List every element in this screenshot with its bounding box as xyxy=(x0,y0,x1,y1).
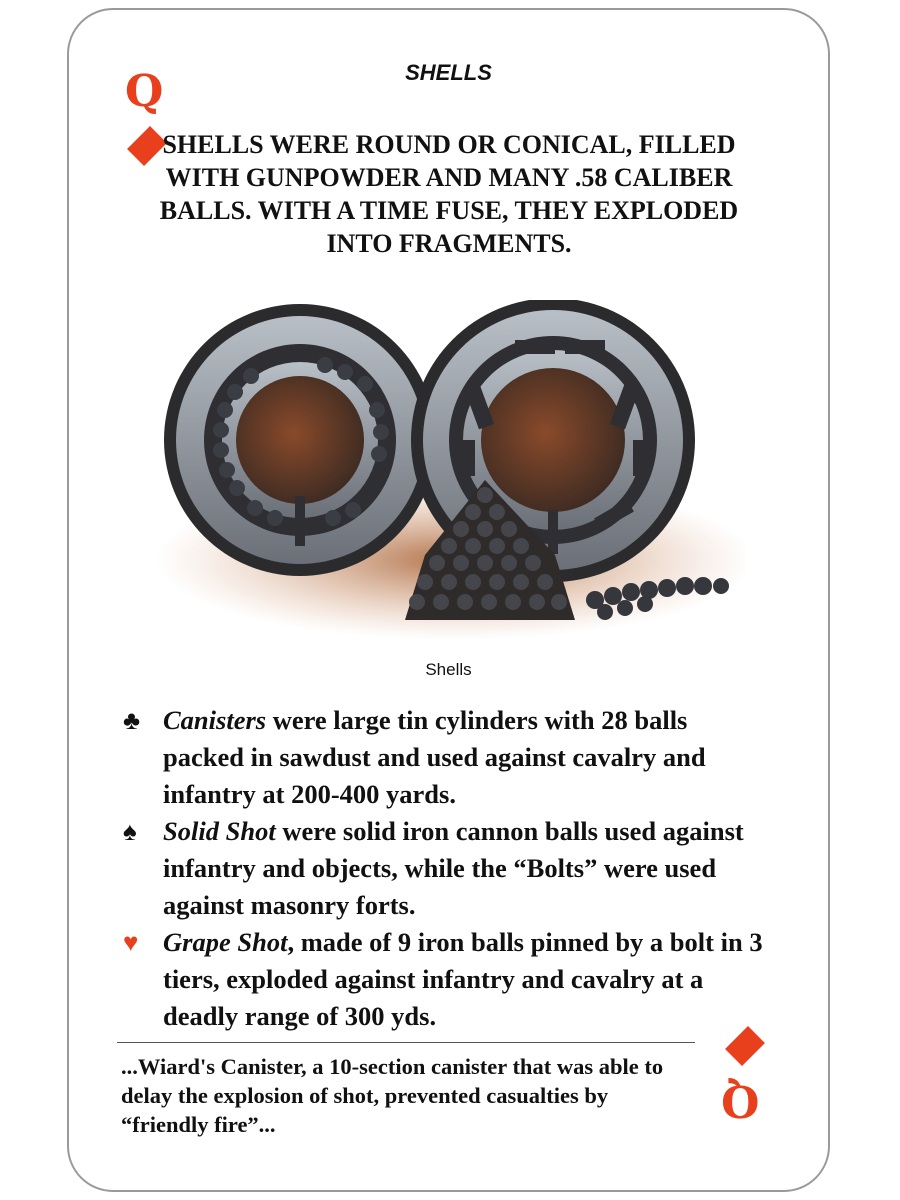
heart-icon: ♥ xyxy=(123,928,139,957)
fact-term: Canisters xyxy=(163,705,267,735)
spade-icon: ♠ xyxy=(123,817,137,846)
playing-card xyxy=(67,8,830,1192)
club-icon: ♣ xyxy=(123,706,141,735)
fact-grape-shot xyxy=(121,924,771,1035)
card-title: SHELLS xyxy=(405,60,492,85)
card-description: SHELLS WERE ROUND OR CONICAL, FILLED WITH GUNPOWDER AND MANY .58 CALIBER BALLS. WITH A TIME FUSE, THEY EXPLODED INTO FRAGMENTS. xyxy=(159,130,739,258)
fact-text: , made of 9 iron balls pinned by a bolt in 3 tiers, exploded against infantry and cavalry at a deadly range of 300 yds. xyxy=(163,927,763,1031)
shell-left-icon xyxy=(164,304,436,576)
facts-list xyxy=(121,702,771,1035)
fact-text: were solid iron cannon balls used against infantry and objects, while the “Bolts” were used against masonry forts. xyxy=(163,816,744,920)
card-rank-bottom: Q xyxy=(721,1075,760,1126)
fact-text: were large tin cylinders with 28 balls packed in sawdust and used against cavalry and infantry at 200-400 yards. xyxy=(163,705,706,809)
fact-solid-shot xyxy=(121,813,771,924)
card-rank-top: Q xyxy=(125,66,164,117)
fact-term: Grape Shot xyxy=(163,927,288,957)
footnote: ...Wiard's Canister, a 10-section canister that was able to delay the explosion of shot, prevented casualties by “friendly fire”... xyxy=(121,1054,664,1137)
fact-term: Solid Shot xyxy=(163,816,276,846)
image-caption: Shells xyxy=(425,660,472,679)
divider xyxy=(117,1042,695,1043)
shells-illustration-image xyxy=(155,300,745,650)
fact-canisters xyxy=(121,702,771,813)
